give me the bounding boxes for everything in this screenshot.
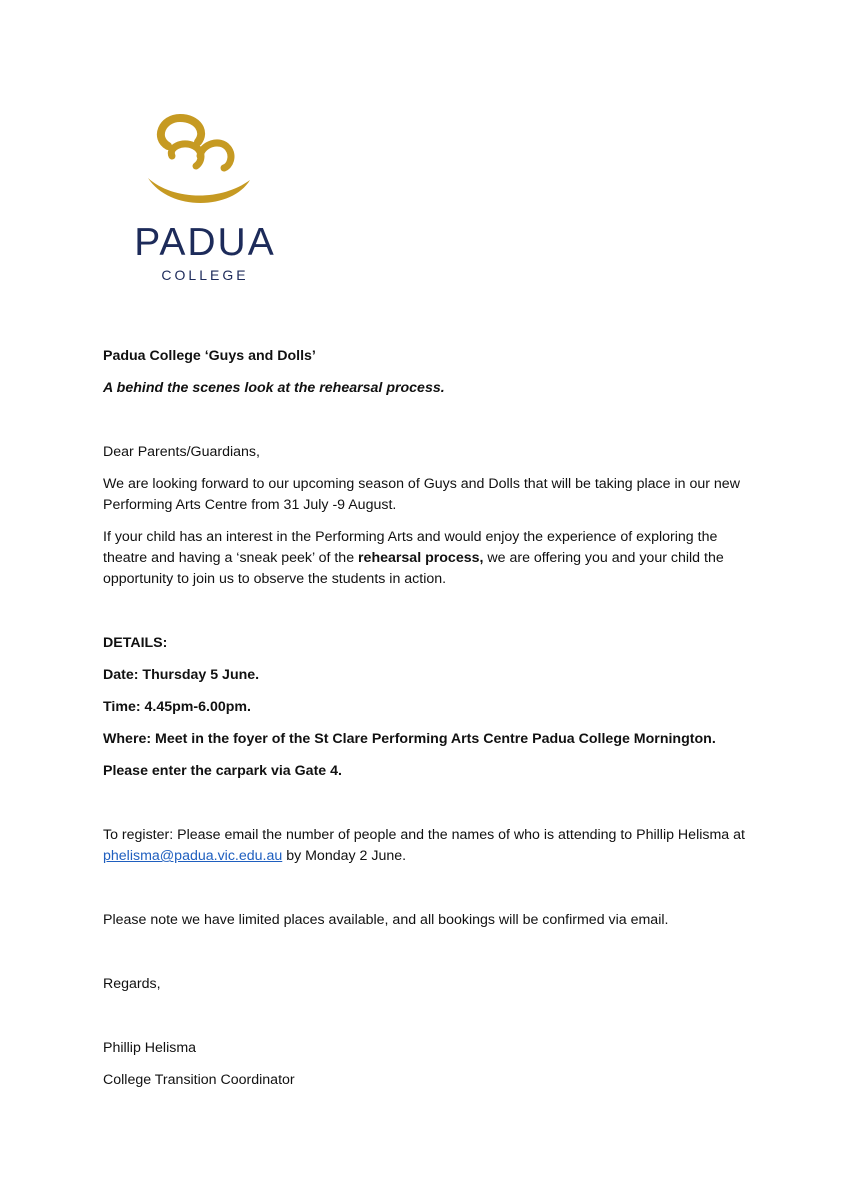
- details-time: Time: 4.45pm-6.00pm.: [103, 699, 251, 715]
- rehearsal-process-emphasis: rehearsal process,: [358, 550, 484, 566]
- details-where: Where: Meet in the foyer of the St Clare Performing Arts Centre Padua College Mornington.: [103, 731, 716, 747]
- details-carpark: Please enter the carpark via Gate 4.: [103, 763, 342, 779]
- details-date: Date: Thursday 5 June.: [103, 667, 260, 683]
- register-deadline: by Monday 2 June.: [282, 848, 407, 864]
- email-link[interactable]: phelisma@padua.vic.edu.au: [103, 848, 283, 864]
- signature-name: Phillip Helisma: [103, 1040, 197, 1056]
- padua-college-logo: [110, 108, 290, 288]
- limited-places-note: Please note we have limited places available, and all bookings will be confirmed via email.: [103, 912, 669, 928]
- closing: Regards,: [103, 976, 161, 992]
- signature-role: College Transition Coordinator: [103, 1072, 295, 1088]
- letter-subtitle: A behind the scenes look at the rehearsal process.: [103, 380, 445, 396]
- paragraph-invitation-text-end: we are offering you and your child the opportunity to join us to observe the students in action.: [103, 550, 724, 587]
- paragraph-intro: We are looking forward to our upcoming season of Guys and Dolls that will be taking place in our new Performing Arts Centre from 31 July -9 August.: [103, 476, 740, 513]
- register-paragraph: [103, 825, 753, 867]
- details-heading: DETAILS:: [103, 635, 168, 651]
- logo-subtitle: COLLEGE: [161, 267, 249, 283]
- logo-wordmark: PADUA: [134, 221, 276, 264]
- paragraph-invitation-text: If your child has an interest in the Performing Arts and would enjoy the experience of exploring the theatre and having a ‘sneak peek’ of the: [103, 529, 718, 566]
- letter-title: Padua College ‘Guys and Dolls’: [103, 348, 316, 364]
- paragraph-invitation: [103, 527, 753, 590]
- salutation: Dear Parents/Guardians,: [103, 444, 260, 460]
- register-text: To register: Please email the number of people and the names of who is attending to Phillip Helisma at: [103, 827, 745, 843]
- logo-emblem-icon: [110, 108, 290, 218]
